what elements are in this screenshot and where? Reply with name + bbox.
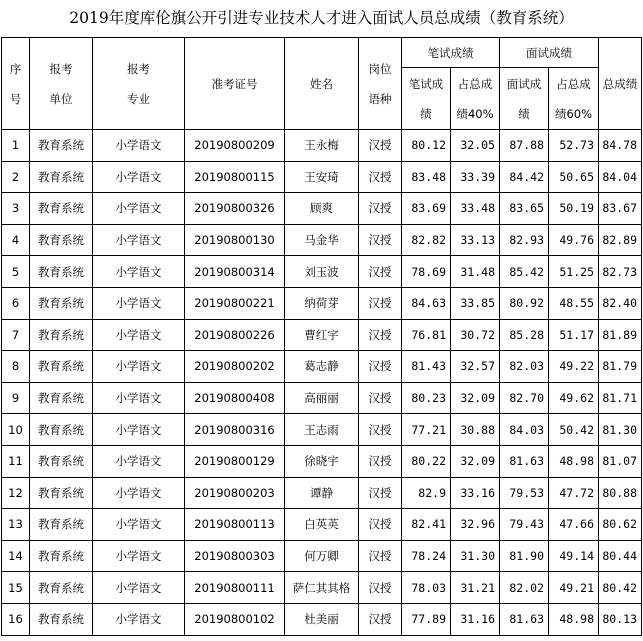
cell-written-score: 78.03 — [402, 572, 451, 604]
cell-interview-pct: 52.73 — [549, 130, 599, 162]
sheet-title: 2019年度库伦旗公开引进专业技术人才进入面试人员总成绩（教育系统） — [69, 9, 574, 27]
cell-interview-pct: 49.14 — [549, 540, 599, 572]
cell-interview-score: 81.63 — [500, 445, 549, 477]
cell-written-pct: 33.16 — [451, 477, 500, 509]
cell-lang: 汉授 — [359, 224, 402, 256]
cell-major: 小学语文 — [93, 509, 185, 541]
cell-total: 82.89 — [599, 224, 642, 256]
cell-name: 马金华 — [285, 224, 359, 256]
table-row — [2, 414, 642, 446]
cell-written-pct: 32.09 — [451, 445, 500, 477]
table-row — [2, 193, 642, 225]
cell-seq: 5 — [2, 256, 30, 288]
cell-major: 小学语文 — [93, 319, 185, 351]
cell-lang: 汉授 — [359, 445, 402, 477]
cell-major: 小学语文 — [93, 382, 185, 414]
table-row — [2, 287, 642, 319]
cell-lang: 汉授 — [359, 351, 402, 383]
cell-ticket: 20190800129 — [185, 445, 285, 477]
cell-total: 83.67 — [599, 193, 642, 225]
cell-seq: 6 — [2, 287, 30, 319]
cell-total: 82.40 — [599, 287, 642, 319]
score-table — [1, 37, 642, 636]
cell-seq: 9 — [2, 382, 30, 414]
header-ticket: 准考证号 — [185, 38, 285, 130]
cell-seq: 3 — [2, 193, 30, 225]
cell-ticket: 20190800221 — [185, 287, 285, 319]
table-row — [2, 351, 642, 383]
cell-seq: 16 — [2, 603, 30, 635]
table-row — [2, 319, 642, 351]
cell-lang: 汉授 — [359, 540, 402, 572]
cell-interview-score: 82.70 — [500, 382, 549, 414]
cell-lang: 汉授 — [359, 130, 402, 162]
cell-written-pct: 33.48 — [451, 193, 500, 225]
cell-written-score: 82.82 — [402, 224, 451, 256]
cell-interview-pct: 47.66 — [549, 509, 599, 541]
table-row — [2, 382, 642, 414]
cell-interview-score: 85.28 — [500, 319, 549, 351]
cell-name: 王永梅 — [285, 130, 359, 162]
cell-ticket: 20190800202 — [185, 351, 285, 383]
cell-interview-pct: 51.25 — [549, 256, 599, 288]
cell-name: 王安琦 — [285, 161, 359, 193]
header-unit: 报考 单位 — [30, 38, 93, 130]
cell-seq: 14 — [2, 540, 30, 572]
header-row-1 — [2, 38, 642, 68]
cell-seq: 2 — [2, 161, 30, 193]
cell-interview-score: 82.03 — [500, 351, 549, 383]
cell-major: 小学语文 — [93, 540, 185, 572]
cell-name: 高丽丽 — [285, 382, 359, 414]
cell-written-pct: 32.05 — [451, 130, 500, 162]
cell-major: 小学语文 — [93, 603, 185, 635]
cell-name: 纳荷芽 — [285, 287, 359, 319]
cell-ticket: 20190800111 — [185, 572, 285, 604]
cell-interview-score: 81.90 — [500, 540, 549, 572]
cell-total: 80.88 — [599, 477, 642, 509]
cell-interview-pct: 49.21 — [549, 572, 599, 604]
cell-lang: 汉授 — [359, 477, 402, 509]
table-row — [2, 603, 642, 635]
table-row — [2, 540, 642, 572]
cell-unit: 教育系统 — [30, 161, 93, 193]
cell-ticket: 20190800209 — [185, 130, 285, 162]
cell-total: 81.89 — [599, 319, 642, 351]
cell-total: 80.62 — [599, 509, 642, 541]
cell-ticket: 20190800316 — [185, 414, 285, 446]
cell-name: 刘玉波 — [285, 256, 359, 288]
cell-unit: 教育系统 — [30, 540, 93, 572]
cell-written-score: 84.63 — [402, 287, 451, 319]
cell-name: 白英英 — [285, 509, 359, 541]
header-written-score: 笔试成 绩 — [402, 68, 451, 130]
cell-major: 小学语文 — [93, 414, 185, 446]
cell-written-score: 80.22 — [402, 445, 451, 477]
cell-major: 小学语文 — [93, 224, 185, 256]
cell-written-pct: 31.30 — [451, 540, 500, 572]
cell-total: 84.78 — [599, 130, 642, 162]
cell-lang: 汉授 — [359, 161, 402, 193]
cell-ticket: 20190800226 — [185, 319, 285, 351]
cell-lang: 汉授 — [359, 603, 402, 635]
cell-written-pct: 32.96 — [451, 509, 500, 541]
header-written-group: 笔试成绩 — [402, 38, 500, 68]
cell-major: 小学语文 — [93, 572, 185, 604]
cell-name: 萨仁其其格 — [285, 572, 359, 604]
cell-interview-score: 84.42 — [500, 161, 549, 193]
cell-unit: 教育系统 — [30, 509, 93, 541]
cell-unit: 教育系统 — [30, 287, 93, 319]
cell-unit: 教育系统 — [30, 224, 93, 256]
cell-total: 80.42 — [599, 572, 642, 604]
cell-interview-pct: 50.65 — [549, 161, 599, 193]
table-row — [2, 224, 642, 256]
cell-written-pct: 31.21 — [451, 572, 500, 604]
cell-name: 曹红宇 — [285, 319, 359, 351]
cell-interview-pct: 48.55 — [549, 287, 599, 319]
cell-written-pct: 33.13 — [451, 224, 500, 256]
cell-unit: 教育系统 — [30, 382, 93, 414]
cell-ticket: 20190800314 — [185, 256, 285, 288]
table-row — [2, 477, 642, 509]
cell-interview-score: 81.63 — [500, 603, 549, 635]
cell-lang: 汉授 — [359, 509, 402, 541]
cell-lang: 汉授 — [359, 287, 402, 319]
cell-major: 小学语文 — [93, 130, 185, 162]
cell-major: 小学语文 — [93, 477, 185, 509]
cell-written-score: 81.43 — [402, 351, 451, 383]
cell-interview-pct: 48.98 — [549, 603, 599, 635]
table-row — [2, 572, 642, 604]
cell-total: 80.44 — [599, 540, 642, 572]
cell-major: 小学语文 — [93, 193, 185, 225]
cell-ticket: 20190800113 — [185, 509, 285, 541]
cell-written-score: 77.89 — [402, 603, 451, 635]
cell-unit: 教育系统 — [30, 319, 93, 351]
cell-written-score: 83.69 — [402, 193, 451, 225]
header-lang: 岗位 语种 — [359, 38, 402, 130]
cell-major: 小学语文 — [93, 161, 185, 193]
cell-total: 81.30 — [599, 414, 642, 446]
cell-interview-pct: 51.17 — [549, 319, 599, 351]
table-row — [2, 509, 642, 541]
cell-written-pct: 32.09 — [451, 382, 500, 414]
cell-seq: 7 — [2, 319, 30, 351]
header-total: 总成绩 — [599, 38, 642, 130]
cell-written-pct: 30.72 — [451, 319, 500, 351]
table-row — [2, 445, 642, 477]
cell-interview-score: 79.43 — [500, 509, 549, 541]
cell-name: 葛志静 — [285, 351, 359, 383]
table-row — [2, 130, 642, 162]
header-major: 报考 专业 — [93, 38, 185, 130]
cell-lang: 汉授 — [359, 414, 402, 446]
header-interview-pct: 占总成 绩60% — [549, 68, 599, 130]
cell-lang: 汉授 — [359, 572, 402, 604]
cell-written-score: 77.21 — [402, 414, 451, 446]
cell-ticket: 20190800303 — [185, 540, 285, 572]
table-row — [2, 256, 642, 288]
cell-major: 小学语文 — [93, 445, 185, 477]
cell-seq: 1 — [2, 130, 30, 162]
cell-interview-score: 87.88 — [500, 130, 549, 162]
cell-interview-pct: 50.19 — [549, 193, 599, 225]
cell-unit: 教育系统 — [30, 414, 93, 446]
cell-written-score: 80.12 — [402, 130, 451, 162]
cell-interview-pct: 47.72 — [549, 477, 599, 509]
cell-total: 81.71 — [599, 382, 642, 414]
cell-interview-pct: 49.76 — [549, 224, 599, 256]
cell-ticket: 20190800102 — [185, 603, 285, 635]
cell-ticket: 20190800326 — [185, 193, 285, 225]
cell-written-score: 82.41 — [402, 509, 451, 541]
cell-written-score: 78.69 — [402, 256, 451, 288]
cell-name: 何万卿 — [285, 540, 359, 572]
cell-ticket: 20190800408 — [185, 382, 285, 414]
cell-name: 王志雨 — [285, 414, 359, 446]
cell-name: 徐晓宇 — [285, 445, 359, 477]
cell-written-pct: 33.39 — [451, 161, 500, 193]
cell-lang: 汉授 — [359, 319, 402, 351]
cell-interview-score: 83.65 — [500, 193, 549, 225]
cell-major: 小学语文 — [93, 256, 185, 288]
cell-total: 80.13 — [599, 603, 642, 635]
cell-written-score: 76.81 — [402, 319, 451, 351]
cell-total: 81.07 — [599, 445, 642, 477]
cell-total: 81.79 — [599, 351, 642, 383]
cell-written-pct: 32.57 — [451, 351, 500, 383]
cell-unit: 教育系统 — [30, 256, 93, 288]
cell-unit: 教育系统 — [30, 603, 93, 635]
cell-ticket: 20190800203 — [185, 477, 285, 509]
cell-name: 顾爽 — [285, 193, 359, 225]
cell-unit: 教育系统 — [30, 445, 93, 477]
cell-interview-pct: 50.42 — [549, 414, 599, 446]
cell-seq: 15 — [2, 572, 30, 604]
cell-ticket: 20190800115 — [185, 161, 285, 193]
cell-written-score: 78.24 — [402, 540, 451, 572]
cell-ticket: 20190800130 — [185, 224, 285, 256]
cell-interview-score: 79.53 — [500, 477, 549, 509]
cell-lang: 汉授 — [359, 256, 402, 288]
cell-written-pct: 31.16 — [451, 603, 500, 635]
cell-unit: 教育系统 — [30, 477, 93, 509]
cell-total: 84.04 — [599, 161, 642, 193]
cell-interview-pct: 49.62 — [549, 382, 599, 414]
header-name: 姓名 — [285, 38, 359, 130]
cell-written-pct: 30.88 — [451, 414, 500, 446]
cell-seq: 10 — [2, 414, 30, 446]
cell-seq: 12 — [2, 477, 30, 509]
header-seq: 序 号 — [2, 38, 30, 130]
cell-seq: 4 — [2, 224, 30, 256]
cell-interview-score: 82.02 — [500, 572, 549, 604]
cell-written-score: 83.48 — [402, 161, 451, 193]
cell-unit: 教育系统 — [30, 193, 93, 225]
cell-interview-score: 82.93 — [500, 224, 549, 256]
cell-total: 82.73 — [599, 256, 642, 288]
cell-interview-pct: 48.98 — [549, 445, 599, 477]
header-written-pct: 占总成 绩40% — [451, 68, 500, 130]
cell-interview-score: 84.03 — [500, 414, 549, 446]
header-interview-score: 面试成 绩 — [500, 68, 549, 130]
table-row — [2, 161, 642, 193]
cell-name: 谭静 — [285, 477, 359, 509]
cell-name: 杜美丽 — [285, 603, 359, 635]
cell-seq: 13 — [2, 509, 30, 541]
cell-written-score: 80.23 — [402, 382, 451, 414]
cell-written-score: 82.9 — [402, 477, 451, 509]
cell-unit: 教育系统 — [30, 351, 93, 383]
cell-unit: 教育系统 — [30, 130, 93, 162]
cell-interview-score: 85.42 — [500, 256, 549, 288]
cell-major: 小学语文 — [93, 287, 185, 319]
cell-lang: 汉授 — [359, 193, 402, 225]
cell-lang: 汉授 — [359, 382, 402, 414]
header-interview-group: 面试成绩 — [500, 38, 599, 68]
cell-written-pct: 33.85 — [451, 287, 500, 319]
cell-written-pct: 31.48 — [451, 256, 500, 288]
cell-interview-score: 80.92 — [500, 287, 549, 319]
cell-seq: 8 — [2, 351, 30, 383]
cell-major: 小学语文 — [93, 351, 185, 383]
cell-interview-pct: 49.22 — [549, 351, 599, 383]
cell-seq: 11 — [2, 445, 30, 477]
cell-unit: 教育系统 — [30, 572, 93, 604]
